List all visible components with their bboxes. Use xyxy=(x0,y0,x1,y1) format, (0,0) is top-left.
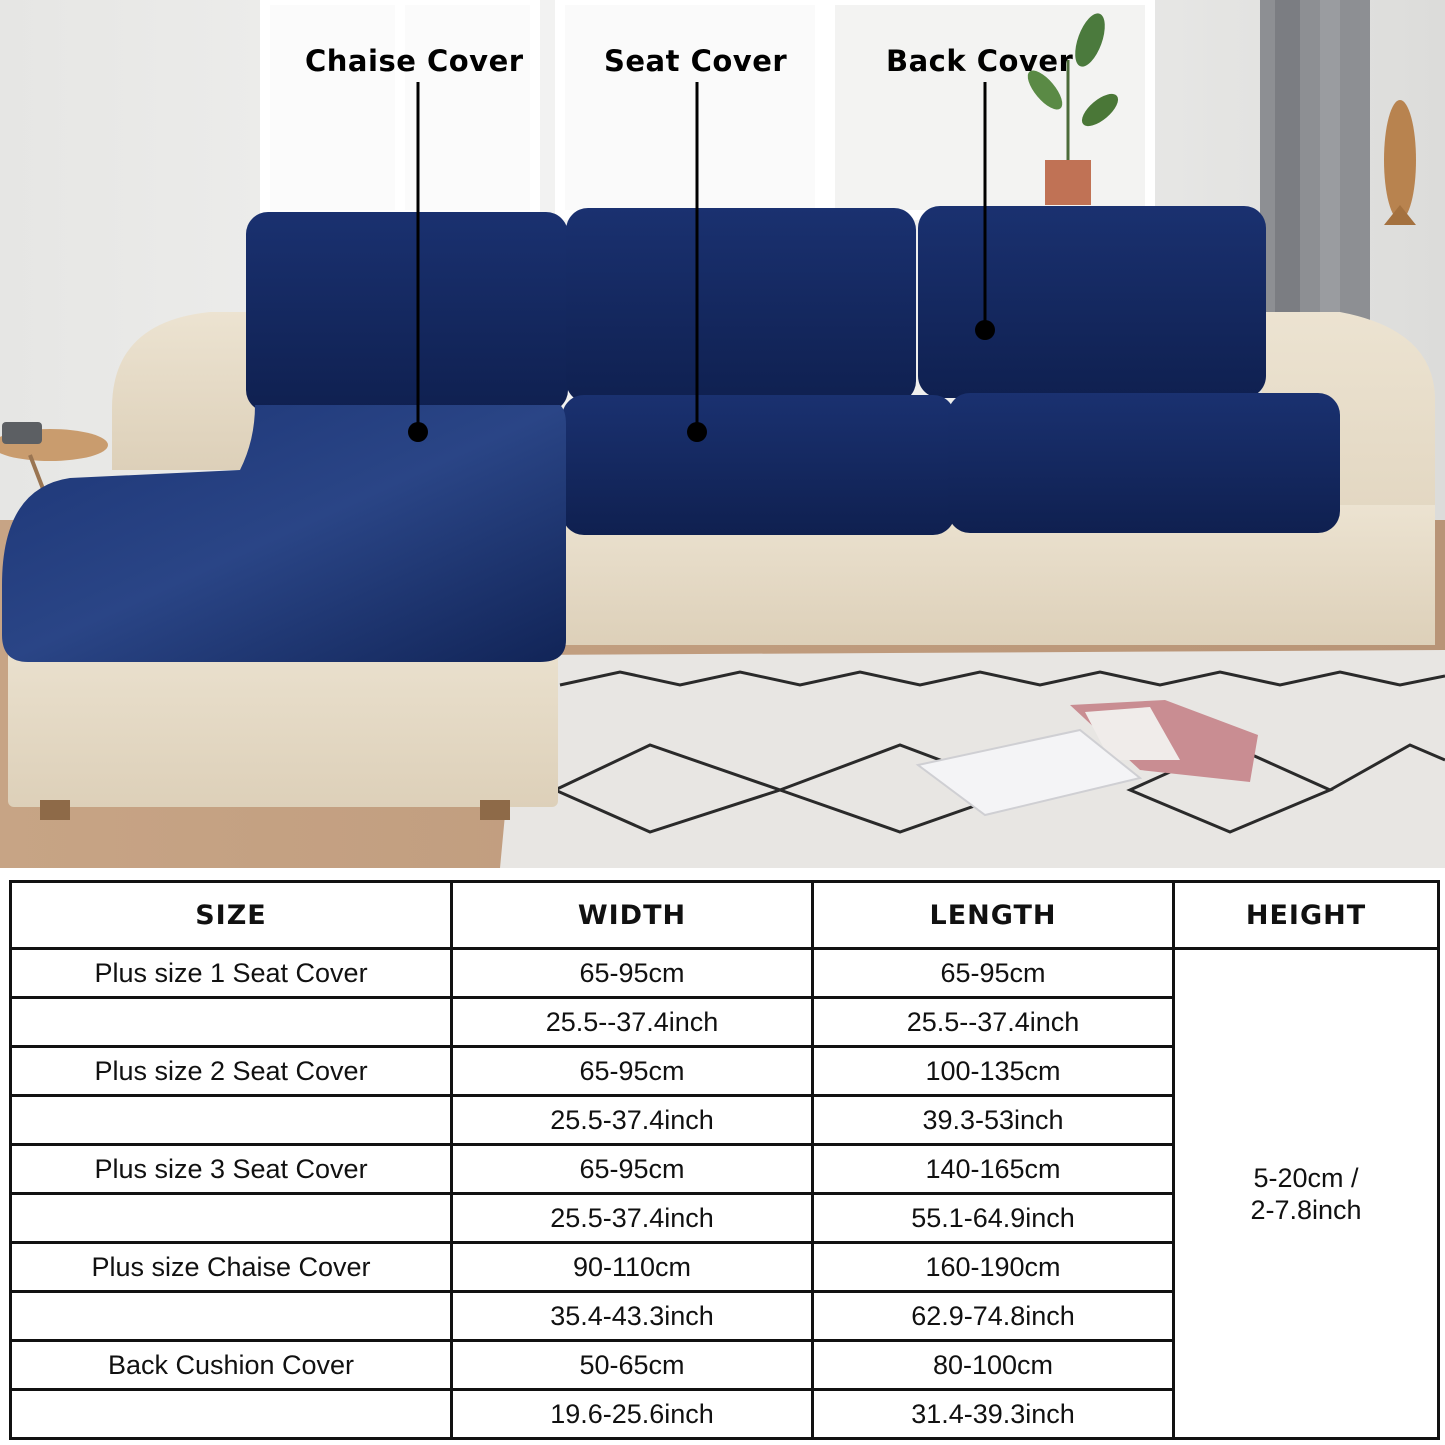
length-cell: 25.5--37.4inch xyxy=(813,998,1174,1047)
size-chart-table xyxy=(9,880,1440,1440)
width-cell: 90-110cm xyxy=(452,1243,813,1292)
size-cell: Plus size 3 Seat Cover xyxy=(11,1145,452,1194)
length-cell: 39.3-53inch xyxy=(813,1096,1174,1145)
seat-cushions xyxy=(562,393,1340,535)
length-cell: 140-165cm xyxy=(813,1145,1174,1194)
size-cell: Plus size 1 Seat Cover xyxy=(11,949,452,998)
length-cell: 55.1-64.9inch xyxy=(813,1194,1174,1243)
chaise-cover-label: Chaise Cover xyxy=(305,44,524,78)
seat-marker xyxy=(687,422,707,442)
size-cell xyxy=(11,1194,452,1243)
width-cell: 65-95cm xyxy=(452,1047,813,1096)
width-cell: 25.5--37.4inch xyxy=(452,998,813,1047)
header-width: WIDTH xyxy=(452,882,813,949)
size-cell: Back Cushion Cover xyxy=(11,1341,452,1390)
table-row xyxy=(11,949,1439,998)
size-cell xyxy=(11,998,452,1047)
chaise-marker xyxy=(408,422,428,442)
width-cell: 25.5-37.4inch xyxy=(452,1194,813,1243)
back-cover-label: Back Cover xyxy=(886,44,1074,78)
header-height: HEIGHT xyxy=(1174,882,1439,949)
size-cell xyxy=(11,1390,452,1439)
size-cell: Plus size 2 Seat Cover xyxy=(11,1047,452,1096)
width-cell: 25.5-37.4inch xyxy=(452,1096,813,1145)
back-marker xyxy=(975,320,995,340)
length-cell: 100-135cm xyxy=(813,1047,1174,1096)
width-cell: 65-95cm xyxy=(452,949,813,998)
header-size: SIZE xyxy=(11,882,452,949)
back-cushions xyxy=(246,206,1266,412)
height-cell xyxy=(1174,949,1439,1439)
width-cell: 35.4-43.3inch xyxy=(452,1292,813,1341)
window xyxy=(265,0,1150,215)
length-cell: 160-190cm xyxy=(813,1243,1174,1292)
length-cell: 80-100cm xyxy=(813,1341,1174,1390)
length-cell: 65-95cm xyxy=(813,949,1174,998)
table-header-row xyxy=(11,882,1439,949)
size-cell: Plus size Chaise Cover xyxy=(11,1243,452,1292)
width-cell: 65-95cm xyxy=(452,1145,813,1194)
width-cell: 19.6-25.6inch xyxy=(452,1390,813,1439)
seat-cover-label: Seat Cover xyxy=(604,44,788,78)
length-cell: 62.9-74.8inch xyxy=(813,1292,1174,1341)
height-line-2: 2-7.8inch xyxy=(1250,1194,1362,1225)
size-cell xyxy=(11,1096,452,1145)
size-cell xyxy=(11,1292,452,1341)
header-length: LENGTH xyxy=(813,882,1174,949)
width-cell: 50-65cm xyxy=(452,1341,813,1390)
height-line-1: 5-20cm / xyxy=(1253,1162,1359,1193)
length-cell: 31.4-39.3inch xyxy=(813,1390,1174,1439)
